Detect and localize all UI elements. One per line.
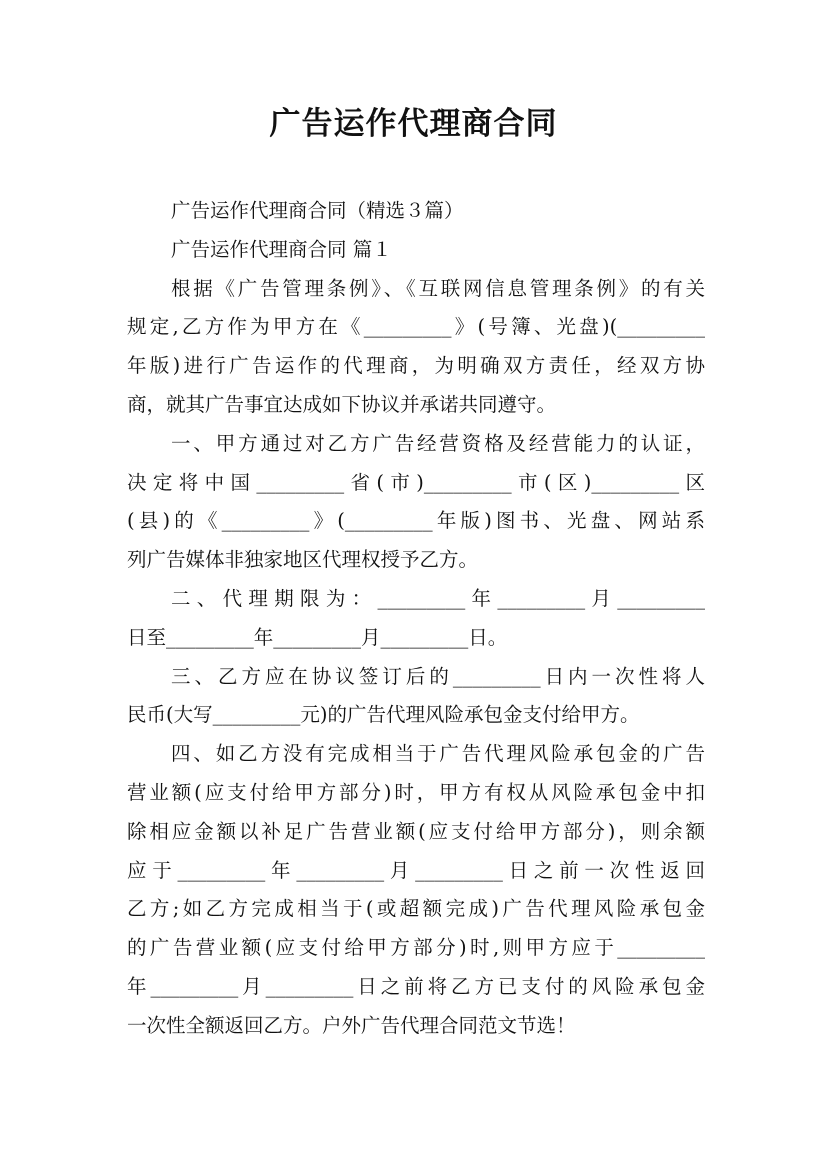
text-line: 一、甲方通过对乙方广告经营资格及经营能力的认证， — [171, 431, 705, 455]
text-line: 应于_________年_________月_________日之前一次性返回 — [127, 858, 705, 882]
text-line: 民币(大写_________元)的广告代理风险承包金支付给甲方。 — [127, 703, 640, 727]
text-line: 决定将中国_________省(市)_________市(区)_________区 — [127, 470, 705, 494]
text-line: 商，就其广告事宜达成如下协议并承诺共同遵守。 — [127, 392, 557, 416]
text-line: 广告运作代理商合同（精选３篇） — [171, 199, 464, 222]
text-line: 日至_________年_________月_________日。 — [127, 625, 508, 649]
text-line: 乙方;如乙方完成相当于(或超额完成)广告代理风险承包金 — [127, 897, 705, 921]
text-line: 三、乙方应在协议签订后的_________日内一次性将人 — [171, 664, 705, 688]
text-line: 除相应金额以补足广告营业额(应支付给甲方部分)，则余额 — [127, 819, 705, 843]
text-line: 一次性全额返回乙方。户外广告代理合同范文节选！ — [127, 1013, 576, 1037]
text-line: 年版)进行广告运作的代理商，为明确双方责任，经双方协 — [127, 354, 705, 378]
text-line: 二、代理期限为：_________年_________月_________ — [171, 586, 705, 610]
text-line: (县)的《_________》(_________年版)图书、光盘、网站系 — [127, 509, 705, 533]
text-line: 广告运作代理商合同 篇１ — [171, 237, 392, 261]
text-line: 营业额(应支付给甲方部分)时，甲方有权从风险承包金中扣 — [127, 780, 705, 804]
text-line: 的广告营业额(应支付给甲方部分)时,则甲方应于_________ — [127, 936, 705, 960]
text-line: 年_________月_________日之前将乙方已支付的风险承包金 — [127, 974, 705, 998]
text-line: 根据《广告管理条例》、《互联网信息管理条例》的有关 — [171, 276, 705, 300]
text-line: 四、如乙方没有完成相当于广告代理风险承包金的广告 — [171, 742, 705, 766]
document-body — [127, 192, 705, 1046]
text-line: 规定,乙方作为甲方在《_________》(号簿、光盘)(_________ — [127, 315, 705, 339]
text-line: 列广告媒体非独家地区代理权授予乙方。 — [127, 548, 479, 572]
document-title: 广告运作代理商合同 — [269, 106, 558, 142]
